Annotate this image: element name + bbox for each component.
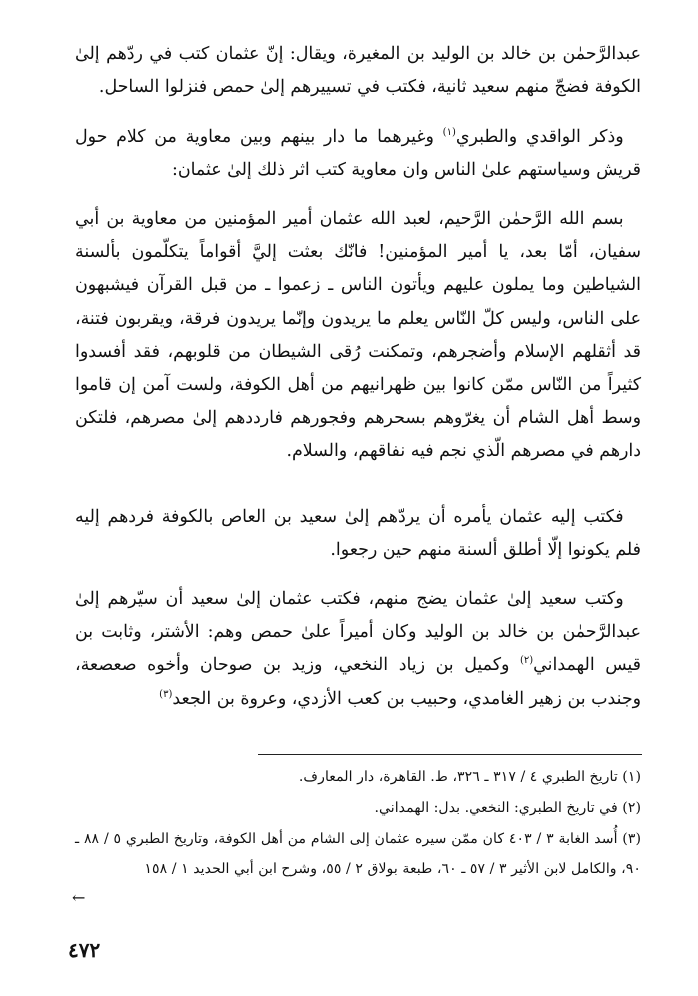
page-number: ٤٧٢ [68, 938, 101, 962]
footnote-3 [75, 824, 641, 884]
body-paragraph-5 [75, 583, 641, 716]
paragraph-text [75, 501, 641, 567]
footnote-ref-2[interactable]: (٢) [519, 655, 534, 667]
footnote-ref-3[interactable]: (٣) [159, 688, 173, 700]
body-paragraph-3-letter [75, 203, 641, 469]
body-paragraph-2 [75, 121, 641, 187]
body-paragraph-4 [75, 501, 641, 567]
footnote-ref-1[interactable]: (١) [442, 127, 456, 139]
paragraph-text [75, 583, 641, 716]
footnote-2 [75, 793, 641, 823]
paragraph-text [75, 121, 641, 187]
paragraph-text: عبدالرَّحمٰن بن خالد بن الوليد بن المغيرة، ويقال: إنّ عثمان كتب في ردّهم إلىٰ الكوفة فضجّ منهم سعيد ثانية، فكتب في تسييرهم إلىٰ حمص فنزلوا الساحل. [75, 44, 641, 98]
footnote-divider [258, 754, 642, 755]
paragraph-text-start: وكتب سعيد إلىٰ عثمان يضج منهم، فكتب عثمان إلىٰ سعيد أن سيّرهم إلىٰ عبدالرَّحمٰن بن خالد بن الوليد وكان أميراً علىٰ حمص وهم: الأشتر، وثابت بن قيس الهمداني [75, 589, 641, 676]
paragraph-text-start: وذكر الواقدي والطبري [455, 127, 624, 147]
paragraph-text-content: فكتب إليه عثمان يأمره أن يردّهم إلىٰ سعيد بن العاص بالكوفة فردهم إليه فلم يكونوا إلّا أطلق ألسنة منهم حين رجعوا. [75, 507, 641, 561]
footnote-text: (٢) في تاريخ الطبري: النخعي. بدل: الهمداني. [374, 800, 641, 816]
letter-text: بسم الله الرَّحمٰن الرَّحيم، لعبد الله عثمان أمير المؤمنين من معاوية بن أبي سفيان، أمّا بعد، يا أمير المؤمنين! فانّك بعثت إليَّ أقواماً يتكلّمون بألسنة الشياطين وما يملون عليهم ويأتون الناس ـ زعموا ـ من قبل القرآن فيشبهون على الناس، وليس كلّ النّاس يعلم ما يريدون وإنّما يريدون فرقة، ويقربون فتنة، قد أثقلهم الإسلام وأضجرهم، وتمكنت رُقى الشيطان من قلوبهم، فقد أفسدوا كثيراً من النّاس ممّن كانوا بين ظهرانيهم من أهل الكوفة، ولست آمن إن قاموا وسط أهل الشام أن يغرّوهم بسحرهم وفجورهم فارددهم إلىٰ مصرهم، فلتكن دارهم في مصرهم الّذي نجم فيه نفاقهم، والسلام. [75, 209, 641, 462]
footnote-1 [75, 762, 641, 792]
paragraph-text [75, 203, 641, 469]
body-paragraph-1 [75, 38, 641, 104]
footnote-text: (٣) أُسد الغابة ٣ / ٤٠٣ كان ممّن سيره عثمان إلى الشام من أهل الكوفة، وتاريخ الطبري ٥ / ٨٨ ـ ٩٠، والكامل لابن الأثير ٣ / ٥٧ ـ ٦٠، طبعة بولاق ٢ / ٥٥، وشرح ابن أبي الحديد ١ / ١٥٨ [75, 831, 641, 877]
paragraph-text-end: وكميل بن زياد النخعي، وزيد بن صوحان وأخوه صعصعة، وجندب بن زهير الغامدي، وحبيب بن كعب الأزدي، وعروة بن الجعد [75, 655, 641, 709]
continue-arrow-icon: ← [72, 888, 86, 907]
paragraph-text-end: وغيرهما ما دار بينهم وبين معاوية من كلام حول قريش وسياستهم علىٰ الناس وان معاوية كتب اثر ذلك إلىٰ عثمان: [75, 127, 641, 181]
footnote-text: (١) تاريخ الطبري ٤ / ٣١٧ ـ ٣٢٦، ط. القاهرة، دار المعارف. [298, 769, 641, 785]
